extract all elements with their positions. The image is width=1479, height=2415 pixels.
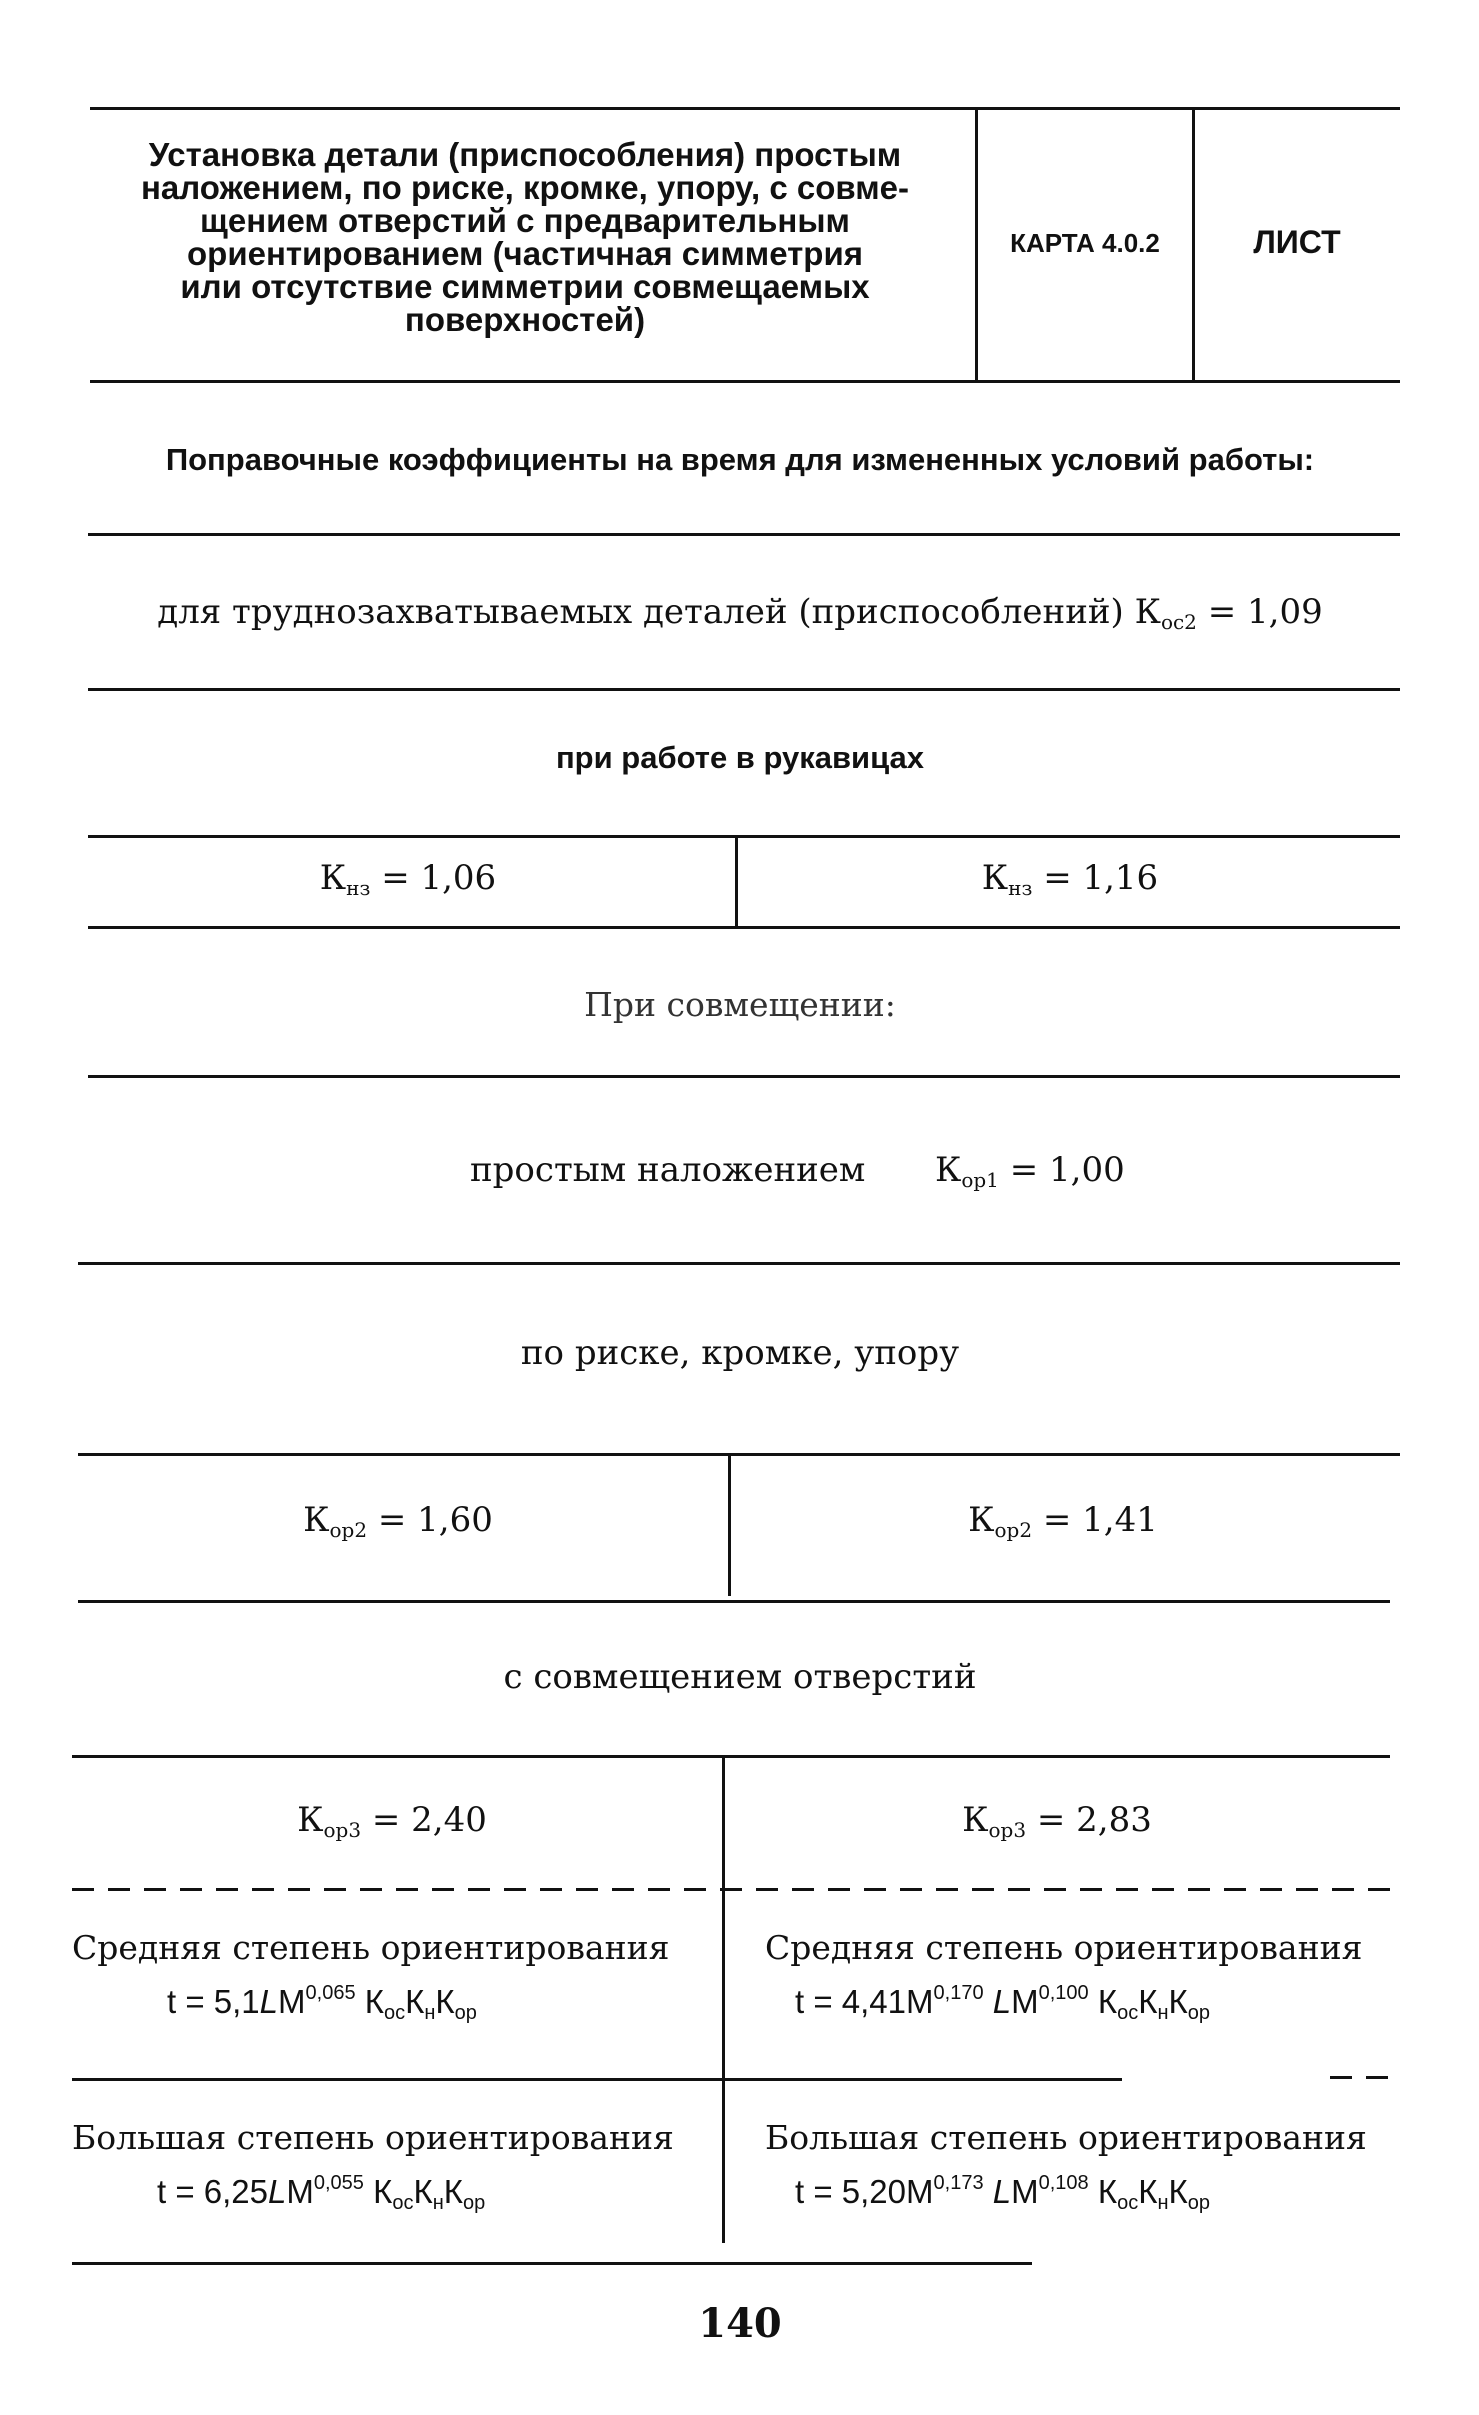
coef-sub: ос bbox=[392, 2192, 414, 2214]
header-title-line: щением отверстий с предварительным bbox=[200, 202, 850, 239]
marks-left bbox=[78, 1500, 718, 1542]
header-title-line: ориентированием (частичная симметрия bbox=[187, 235, 863, 272]
header-divider-1 bbox=[975, 110, 978, 380]
large-right bbox=[765, 2115, 1385, 2225]
simple-text: простым наложением bbox=[470, 1150, 866, 1190]
large-left-label: Большая степень ориентирования bbox=[72, 2118, 674, 2157]
rule-6 bbox=[78, 1262, 1400, 1265]
rule-5 bbox=[88, 1075, 1400, 1078]
coef-sub: н bbox=[424, 2002, 436, 2024]
medium-right bbox=[765, 1925, 1385, 2035]
formula-L: L bbox=[259, 1983, 279, 2020]
formula-M: M bbox=[1011, 1983, 1039, 2020]
large-right-formula bbox=[765, 2161, 1385, 2225]
rule-4 bbox=[88, 926, 1400, 929]
coef-letter: К bbox=[1097, 1983, 1118, 2020]
large-left-formula bbox=[72, 2161, 717, 2225]
rule-header-bottom bbox=[90, 380, 1400, 383]
hard-grip-value: = 1,09 bbox=[1207, 592, 1323, 632]
header-divider-2 bbox=[1192, 110, 1195, 380]
formula-exp: 0,100 bbox=[1038, 1982, 1089, 2004]
coef-value: = 1,00 bbox=[1009, 1150, 1125, 1190]
coef-letter: К bbox=[413, 2173, 433, 2210]
rule-8 bbox=[78, 1600, 1390, 1603]
coef-sub: ор bbox=[454, 2002, 477, 2024]
rule-7 bbox=[78, 1453, 1400, 1456]
coef-sub: н bbox=[1157, 2192, 1169, 2214]
medium-left-formula bbox=[72, 1971, 717, 2035]
marks-heading: по риске, кромке, упору bbox=[520, 1333, 960, 1373]
formula-M: M bbox=[286, 2173, 314, 2210]
rule-2 bbox=[88, 688, 1400, 691]
rule-10-dashed bbox=[72, 1888, 1390, 1891]
gloves-divider bbox=[735, 838, 738, 926]
simple-line bbox=[470, 1150, 1270, 1192]
medium-right-label: Средняя степень ориентирования bbox=[765, 1928, 1363, 1967]
coef-sub: ор2 bbox=[994, 1518, 1033, 1542]
coef-sub: ор bbox=[1187, 2002, 1210, 2024]
formula-exp: 0,065 bbox=[305, 1982, 356, 2004]
coef-letter: К bbox=[1138, 2173, 1158, 2210]
formula-M: M bbox=[278, 1983, 306, 2020]
coef-letter: К bbox=[1168, 2173, 1188, 2210]
coef-value: = 2,83 bbox=[1036, 1800, 1152, 1840]
header-title-line: Установка детали (приспособления) простым bbox=[148, 136, 902, 173]
marks-right bbox=[738, 1500, 1388, 1542]
coef-letter: К bbox=[962, 1800, 989, 1840]
large-right-label: Большая степень ориентирования bbox=[765, 2118, 1367, 2157]
coef-letter: К bbox=[981, 858, 1009, 898]
formula-prefix: t = 6,25 bbox=[157, 2173, 269, 2210]
header-title-line: наложением, по риске, кромке, упору, с совме- bbox=[140, 169, 910, 206]
coef-letter: К bbox=[364, 1983, 384, 2020]
coef-letter: К bbox=[968, 1500, 995, 1540]
header-title-line: или отсутствие симметрии совмещаемых bbox=[180, 268, 870, 305]
sheet-label: ЛИСТ bbox=[1253, 224, 1341, 260]
page-number: 140 bbox=[698, 2300, 782, 2347]
coef-value: = 1,60 bbox=[377, 1500, 493, 1540]
large-left bbox=[72, 2115, 717, 2225]
holes-divider bbox=[722, 1758, 725, 2243]
medium-left bbox=[72, 1925, 717, 2035]
coef-letter: К bbox=[1097, 2173, 1118, 2210]
rule-3 bbox=[88, 835, 1400, 838]
coef-value: = 1,16 bbox=[1043, 858, 1159, 898]
coef-sub: ор bbox=[1187, 2192, 1210, 2214]
header-title bbox=[95, 138, 955, 336]
coef-sub: ос2 bbox=[1160, 610, 1197, 634]
formula-L: L bbox=[992, 1983, 1012, 2020]
formula-exp: 0,055 bbox=[313, 2172, 364, 2194]
alignment-heading: При совмещении: bbox=[584, 985, 896, 1024]
coef-letter: К bbox=[1168, 1983, 1188, 2020]
coef-sub: ор3 bbox=[988, 1818, 1027, 1842]
formula-M: M bbox=[906, 1983, 934, 2020]
formula-exp: 0,170 bbox=[933, 1982, 984, 2004]
card-number: КАРТА 4.0.2 bbox=[1010, 228, 1160, 258]
coef-letter: К bbox=[319, 858, 347, 898]
coef-sub: ос bbox=[383, 2002, 406, 2024]
formula-prefix: t = 5,1 bbox=[167, 1983, 260, 2020]
formula-M: M bbox=[906, 2173, 934, 2210]
coef-value: = 1,06 bbox=[381, 858, 497, 898]
formula-exp: 0,108 bbox=[1038, 2172, 1089, 2194]
coef-sub: нз bbox=[346, 876, 371, 900]
rule-1 bbox=[88, 533, 1400, 536]
coef-letter: К bbox=[1138, 1983, 1158, 2020]
coef-sub: ос bbox=[1117, 2002, 1139, 2024]
coef-letter: К bbox=[934, 1150, 962, 1190]
coef-sub: нз bbox=[1008, 876, 1033, 900]
formula-prefix: t = 5,20 bbox=[795, 2173, 907, 2210]
coef-sub: ор bbox=[462, 2192, 486, 2214]
marks-divider bbox=[728, 1456, 731, 1596]
gloves-left bbox=[88, 858, 728, 900]
coef-sub: ор1 bbox=[961, 1168, 999, 1192]
coef-sub: ор3 bbox=[323, 1818, 362, 1842]
coef-letter: К bbox=[303, 1500, 330, 1540]
holes-right bbox=[732, 1800, 1382, 1842]
coef-sub: н bbox=[432, 2192, 444, 2214]
formula-L: L bbox=[268, 2173, 287, 2210]
hard-grip-line bbox=[60, 592, 1420, 634]
coef-sub: н bbox=[1157, 2002, 1169, 2024]
formula-exp: 0,173 bbox=[933, 2172, 984, 2194]
medium-right-formula bbox=[765, 1971, 1385, 2035]
hard-grip-coef bbox=[1135, 592, 1197, 632]
coef-sub: ор2 bbox=[329, 1518, 368, 1542]
gloves-right bbox=[745, 858, 1395, 900]
coef-sub: ос bbox=[1117, 2192, 1139, 2214]
coef-value: = 1,41 bbox=[1042, 1500, 1158, 1540]
coef-letter: К bbox=[373, 2173, 393, 2210]
coef-letter: К bbox=[405, 1983, 425, 2020]
holes-heading: с совмещением отверстий bbox=[503, 1657, 977, 1697]
formula-L: L bbox=[992, 2173, 1012, 2210]
holes-left bbox=[72, 1800, 712, 1842]
rule-11 bbox=[72, 2078, 1122, 2081]
rule-9 bbox=[72, 1755, 1390, 1758]
rule-top bbox=[90, 107, 1400, 110]
coef-letter: К bbox=[297, 1800, 324, 1840]
gloves-heading: при работе в рукавицах bbox=[555, 740, 925, 775]
coef-letter: К bbox=[435, 1983, 455, 2020]
coef-letter: К bbox=[443, 2173, 463, 2210]
rule-11-dashed bbox=[1330, 2076, 1390, 2079]
intro-text: Поправочные коэффициенты на время для измененных условий работы: bbox=[165, 442, 1315, 477]
medium-left-label: Средняя степень ориентирования bbox=[72, 1928, 670, 1967]
rule-bottom bbox=[72, 2262, 1032, 2265]
formula-prefix: t = 4,41 bbox=[795, 1983, 907, 2020]
coef-value: = 2,40 bbox=[371, 1800, 487, 1840]
formula-M: M bbox=[1011, 2173, 1039, 2210]
coef-letter: К bbox=[1134, 592, 1161, 632]
hard-grip-text: для труднозахватываемых деталей (приспособлений) bbox=[157, 592, 1124, 632]
header-title-line: поверхностей) bbox=[404, 301, 646, 338]
